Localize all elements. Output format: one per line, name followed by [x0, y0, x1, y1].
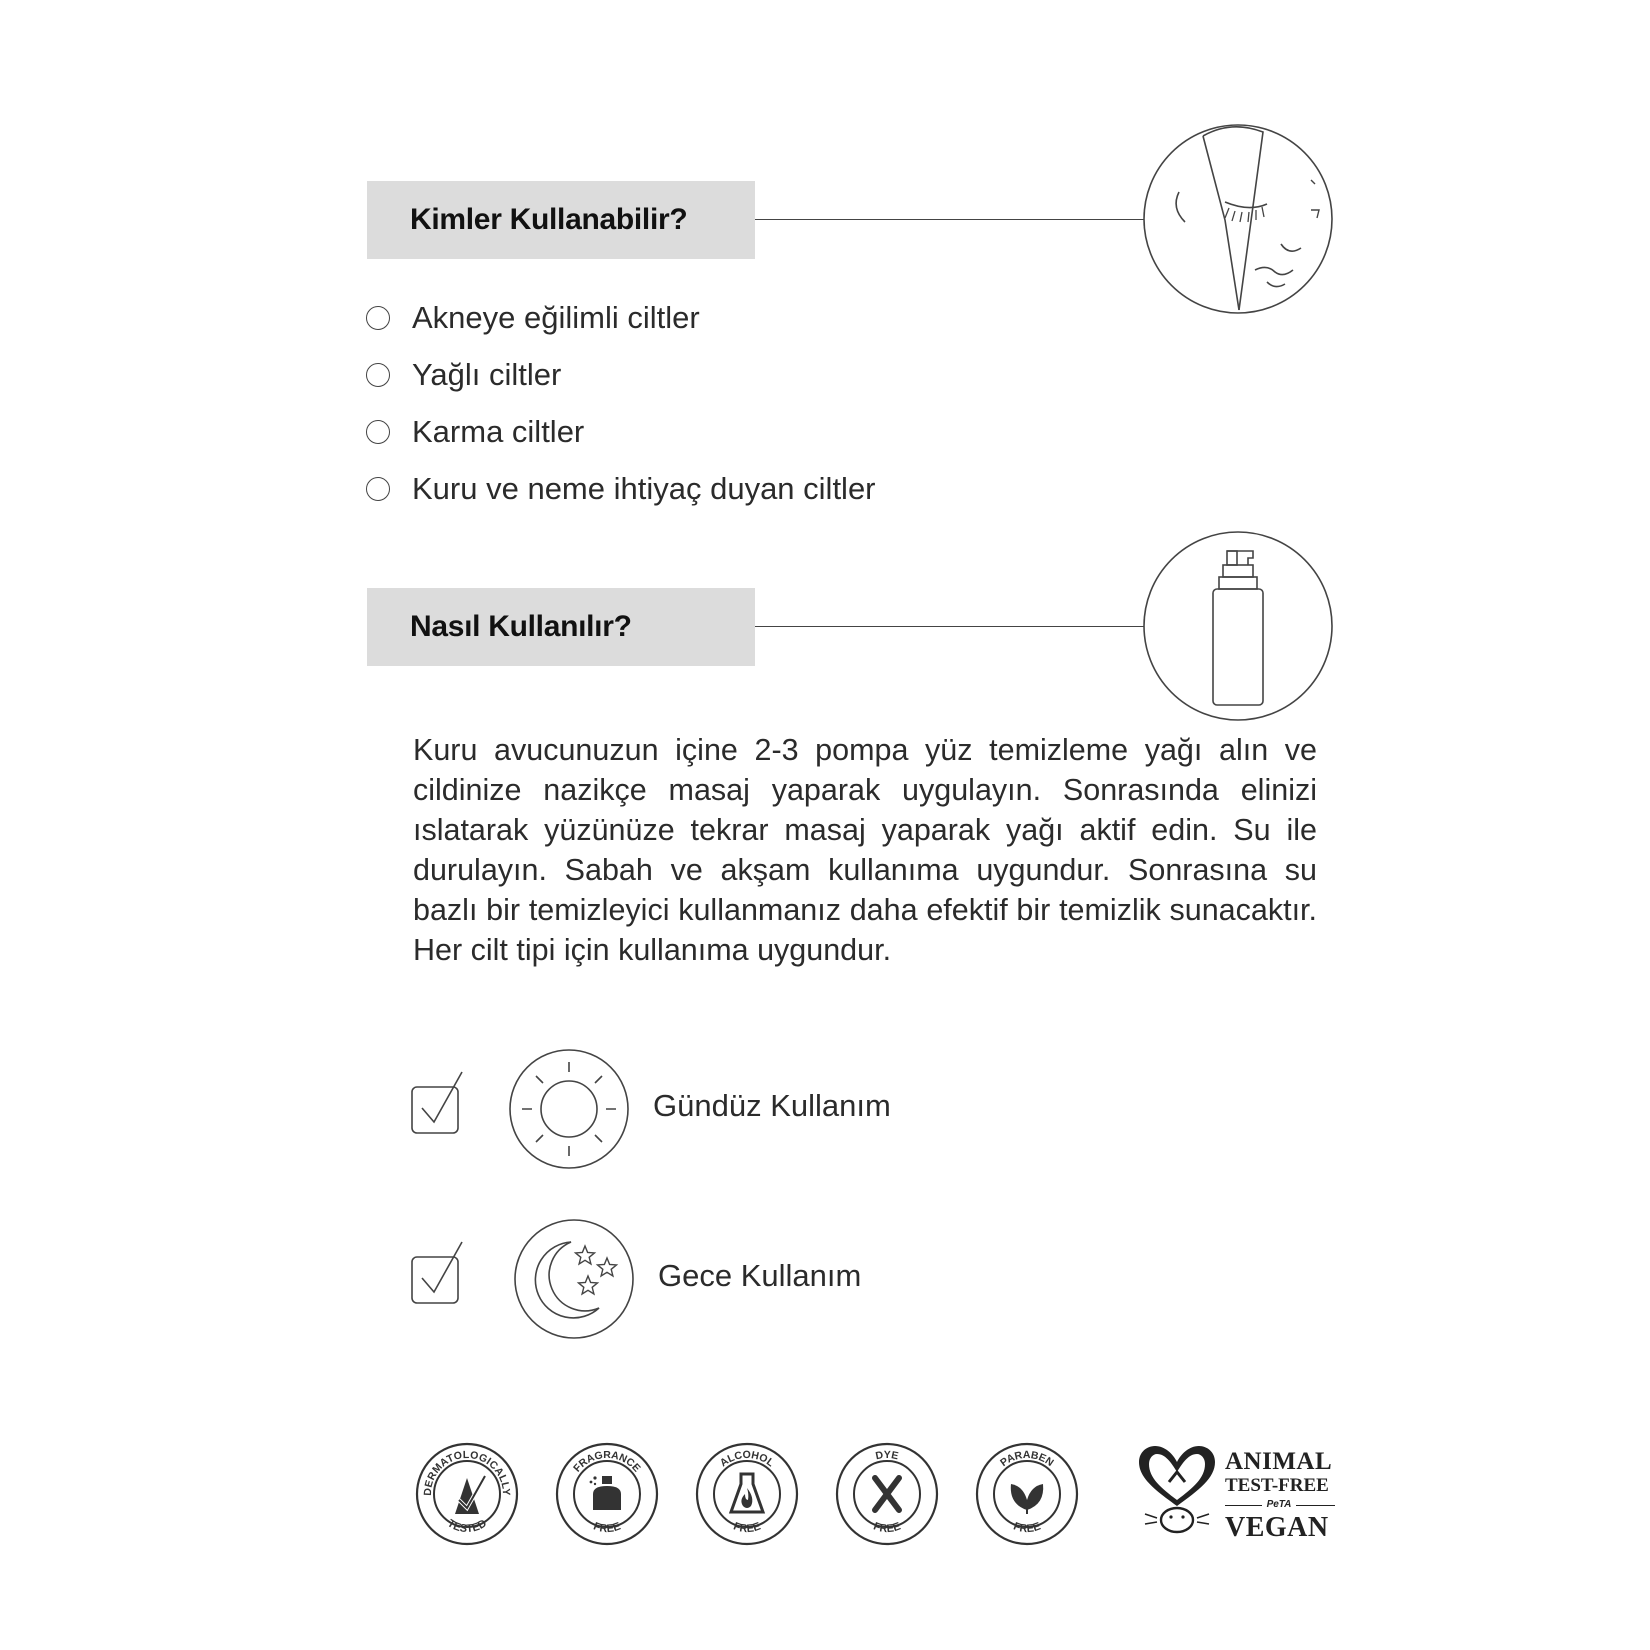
badge-bottom-text: FREE [731, 1520, 763, 1536]
badge-top-text: ALCOHOL [717, 1448, 777, 1470]
face-with-headband-icon [1143, 124, 1333, 314]
badge-bottom-text: FREE [591, 1520, 623, 1536]
svg-text:TESTED [445, 1517, 489, 1535]
radio-circle-icon [366, 363, 390, 387]
badge-bottom-text: FREE [871, 1520, 903, 1536]
badge-top-text: DYE [874, 1448, 900, 1463]
svg-text:FREE [732, 1520, 763, 1535]
perfume-bottle-icon [590, 1476, 621, 1510]
who-section-header [367, 181, 755, 259]
moon-stars-icon [513, 1218, 635, 1340]
who-connector-line [755, 219, 1144, 220]
svg-text:DYE [875, 1449, 900, 1462]
how-section-title: Nasıl Kullanılır? [410, 610, 632, 643]
checkbox-checked-icon [410, 1070, 466, 1136]
list-item-label: Yağlı ciltler [412, 357, 562, 392]
checkbox-checked-icon [410, 1240, 466, 1306]
list-item-label: Kuru ve neme ihtiyaç duyan ciltler [412, 471, 876, 506]
svg-text:FREE [872, 1520, 903, 1535]
badge-top-text: PARABEN [998, 1448, 1056, 1470]
leaf-icon [1011, 1484, 1043, 1514]
badge-bottom-text: TESTED [445, 1517, 489, 1536]
dermatology-icon [455, 1476, 485, 1514]
fragrance-free-badge [555, 1442, 659, 1546]
who-section-title: Kimler Kullanabilir? [410, 203, 688, 236]
radio-circle-icon [366, 477, 390, 501]
usage-instructions: Kuru avucunuzun içine 2-3 pompa yüz temizleme yağı alın ve cildinize nazikçe masaj yaparak uygulayın. Sonrasında elinizi ıslatarak yüzünüze tekrar masaj yaparak yağı aktif edin. Su ile durulayın. Sabah ve akşam kullanıma uygundur. Sonrasına su bazlı bir temizleyici kullanmanız daha efektif bir temizlik sunacaktır. Her cilt tipi için kullanıma uygundur. [413, 733, 1317, 967]
flask-flame-icon [731, 1474, 763, 1512]
paraben-free-badge [975, 1442, 1079, 1546]
pump-bottle-icon [1143, 531, 1333, 721]
sun-icon [508, 1048, 630, 1170]
peta-label: PeTA [1262, 1498, 1296, 1512]
badge-top-text: FRAGRANCE [571, 1448, 643, 1475]
svg-text:PARABEN [998, 1449, 1056, 1469]
vegan-line-animal: ANIMAL [1225, 1448, 1333, 1475]
svg-text:FREE [592, 1520, 623, 1535]
svg-text:ALCOHOL [718, 1449, 777, 1470]
vegan-line-vegan: VEGAN [1225, 1512, 1329, 1543]
night-usage-label: Gece Kullanım [658, 1258, 862, 1293]
how-connector-line [755, 626, 1144, 627]
badge-bottom-text: FREE [1011, 1520, 1043, 1536]
bunny-heart-icon [1135, 1444, 1219, 1538]
how-section-header [367, 588, 755, 666]
badge-top-text: DERMATOLOGICALLY [421, 1448, 513, 1497]
alcohol-free-badge [695, 1442, 799, 1546]
svg-text:FREE [1012, 1520, 1043, 1535]
radio-circle-icon [366, 420, 390, 444]
list-item-label: Akneye eğilimli ciltler [412, 300, 700, 335]
radio-circle-icon [366, 306, 390, 330]
day-usage-label: Gündüz Kullanım [653, 1088, 891, 1123]
dermatologically-tested-badge [415, 1442, 519, 1546]
vegan-line-test-free: TEST-FREE [1225, 1475, 1329, 1496]
dye-free-badge [835, 1442, 939, 1546]
list-item-label: Karma ciltler [412, 414, 585, 449]
x-mark-icon [875, 1478, 899, 1510]
